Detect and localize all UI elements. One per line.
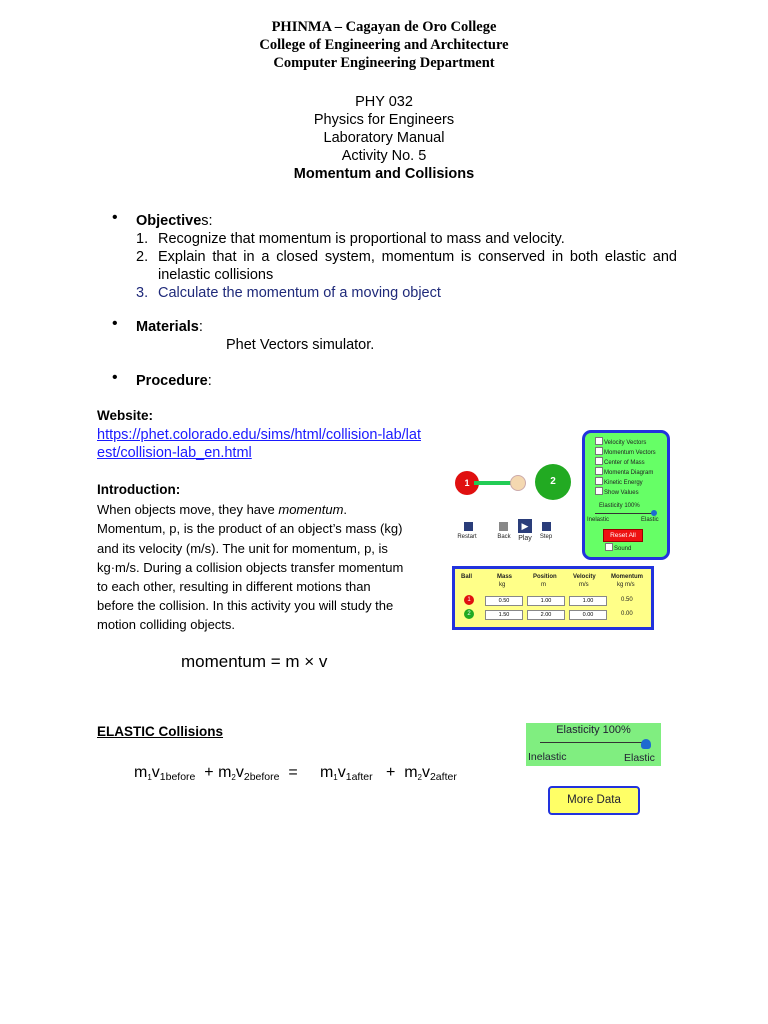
website-link-cont[interactable]: est/collision-lab_en.html (97, 445, 252, 461)
elasticity-label: Elasticity 100% (599, 503, 640, 509)
bullet-icon: • (112, 209, 118, 226)
elasticity-panel-track[interactable] (540, 742, 648, 743)
intro-line-4: kg·m/s. During a collision objects transfer momentum (97, 560, 404, 575)
department-name: Computer Engineering Department (273, 55, 495, 71)
play-label: Play (518, 535, 532, 542)
elasticity-slider-track[interactable] (595, 513, 655, 514)
elasticity-panel-elastic: Elastic (624, 752, 655, 764)
table-ball-2: 2 (464, 609, 474, 619)
table-header-position: Position (533, 574, 557, 580)
objective-item-3: Calculate the momentum of a moving object (158, 285, 441, 301)
materials-item: Phet Vectors simulator. (226, 337, 375, 353)
cell-velocity-1[interactable]: 1.00 (569, 596, 607, 606)
inelastic-label: Inelastic (587, 517, 610, 523)
restart-label: Restart (457, 534, 477, 540)
objective-num-1: 1. (136, 231, 149, 247)
activity-title: Momentum and Collisions (293, 166, 475, 182)
table-ball-1: 1 (464, 595, 474, 605)
back-label: Back (497, 534, 511, 540)
intro-line-5: to each other, resulting in different motions than (97, 579, 371, 594)
college-name: PHINMA – Cagayan de Oro College (271, 19, 497, 35)
cell-mass-1[interactable]: 0.50 (485, 596, 523, 606)
cell-position-2[interactable]: 2.00 (527, 610, 565, 620)
simulator-screenshot (452, 428, 672, 633)
intro-line-2: Momentum, p, is the product of an object’s mass (kg) (97, 521, 403, 536)
objective-item-1: Recognize that momentum is proportional to mass and velocity. (158, 231, 565, 247)
elasticity-panel-title: Elasticity 100% (556, 724, 631, 736)
website-link[interactable]: https://phet.colorado.edu/sims/html/collision-lab/lat (97, 427, 421, 443)
option-kinetic-energy[interactable]: Kinetic Energy (595, 477, 643, 488)
cell-mass-2[interactable]: 1.50 (485, 610, 523, 620)
table-unit-m: m (541, 582, 546, 588)
objective-num-3: 3. (136, 285, 149, 301)
course-name: Physics for Engineers (313, 112, 455, 128)
intro-line-3: and its velocity (m/s). The unit for momentum, p, is (97, 541, 388, 556)
activity-number: Activity No. 5 (341, 148, 427, 164)
bullet-icon: • (112, 369, 118, 386)
cell-position-1[interactable]: 1.00 (527, 596, 565, 606)
objectives-heading: Objectives: (136, 213, 213, 229)
elasticity-panel-inelastic: Inelastic (528, 751, 567, 763)
more-data-button[interactable]: More Data (548, 786, 640, 815)
elastic-collisions-heading: ELASTIC Collisions (97, 724, 224, 739)
table-unit-ms: m/s (579, 582, 589, 588)
table-header-mass: Mass (497, 574, 513, 580)
cell-velocity-2[interactable]: 0.00 (569, 610, 607, 620)
arrow-head-icon (510, 475, 526, 491)
step-label: Step (539, 534, 553, 540)
table-unit-kg: kg (499, 582, 506, 588)
play-icon[interactable]: ▶ (518, 519, 532, 533)
data-table (452, 566, 654, 630)
velocity-vector-arrow (474, 481, 512, 485)
objective-item-2-cont: inelastic collisions (158, 267, 274, 283)
materials-heading: Materials: (136, 319, 203, 335)
objective-num-2: 2. (136, 249, 149, 265)
elasticity-panel (526, 723, 661, 766)
ball-2: 2 (535, 464, 571, 500)
ball-1: 1 (455, 471, 479, 495)
restart-icon[interactable] (464, 522, 473, 531)
option-momentum-vectors[interactable]: Momentum Vectors (595, 447, 656, 458)
elastic-equation: $m1v_{1before} + m2v_{2before}$ = $m1v_{1after}$ + $m2v_{2after}$ (134, 764, 457, 783)
elastic-label: Elastic (641, 517, 659, 523)
intro-line-7: motion colliding objects. (97, 617, 236, 632)
cell-momentum-2: 0.00 (621, 611, 633, 617)
manual-label: Laboratory Manual (323, 130, 445, 146)
intro-line-6: before the collision. In this activity you will study the (97, 598, 394, 613)
table-header-velocity: Velocity (573, 574, 596, 580)
options-panel (582, 430, 670, 560)
step-icon[interactable] (542, 522, 551, 531)
sound-checkbox[interactable]: Sound (605, 543, 631, 554)
website-label: Website: (97, 408, 154, 423)
bullet-icon: • (112, 315, 118, 332)
elasticity-panel-thumb[interactable] (641, 739, 651, 749)
course-code: PHY 032 (355, 94, 413, 110)
cell-momentum-1: 0.50 (621, 597, 633, 603)
back-icon[interactable] (499, 522, 508, 531)
objective-item-2: Explain that in a closed system, momentum is conserved in both elastic and (158, 249, 677, 265)
table-header-ball: Ball (461, 574, 473, 580)
option-velocity-vectors[interactable]: Velocity Vectors (595, 437, 646, 448)
introduction-label: Introduction: (97, 482, 181, 497)
procedure-heading: Procedure: (136, 373, 212, 389)
table-header-momentum: Momentum (611, 574, 643, 580)
college-department: College of Engineering and Architecture (259, 37, 509, 53)
momentum-formula: momentum = m × v (181, 652, 328, 671)
intro-line-1: When objects move, they have momentum. (97, 502, 348, 517)
reset-all-button[interactable]: Reset All (603, 529, 643, 542)
option-momenta-diagram[interactable]: Momenta Diagram (595, 467, 653, 478)
option-center-of-mass[interactable]: Center of Mass (595, 457, 645, 468)
option-show-values[interactable]: Show Values (595, 487, 639, 498)
table-unit-kgms: kg m/s (617, 582, 635, 588)
